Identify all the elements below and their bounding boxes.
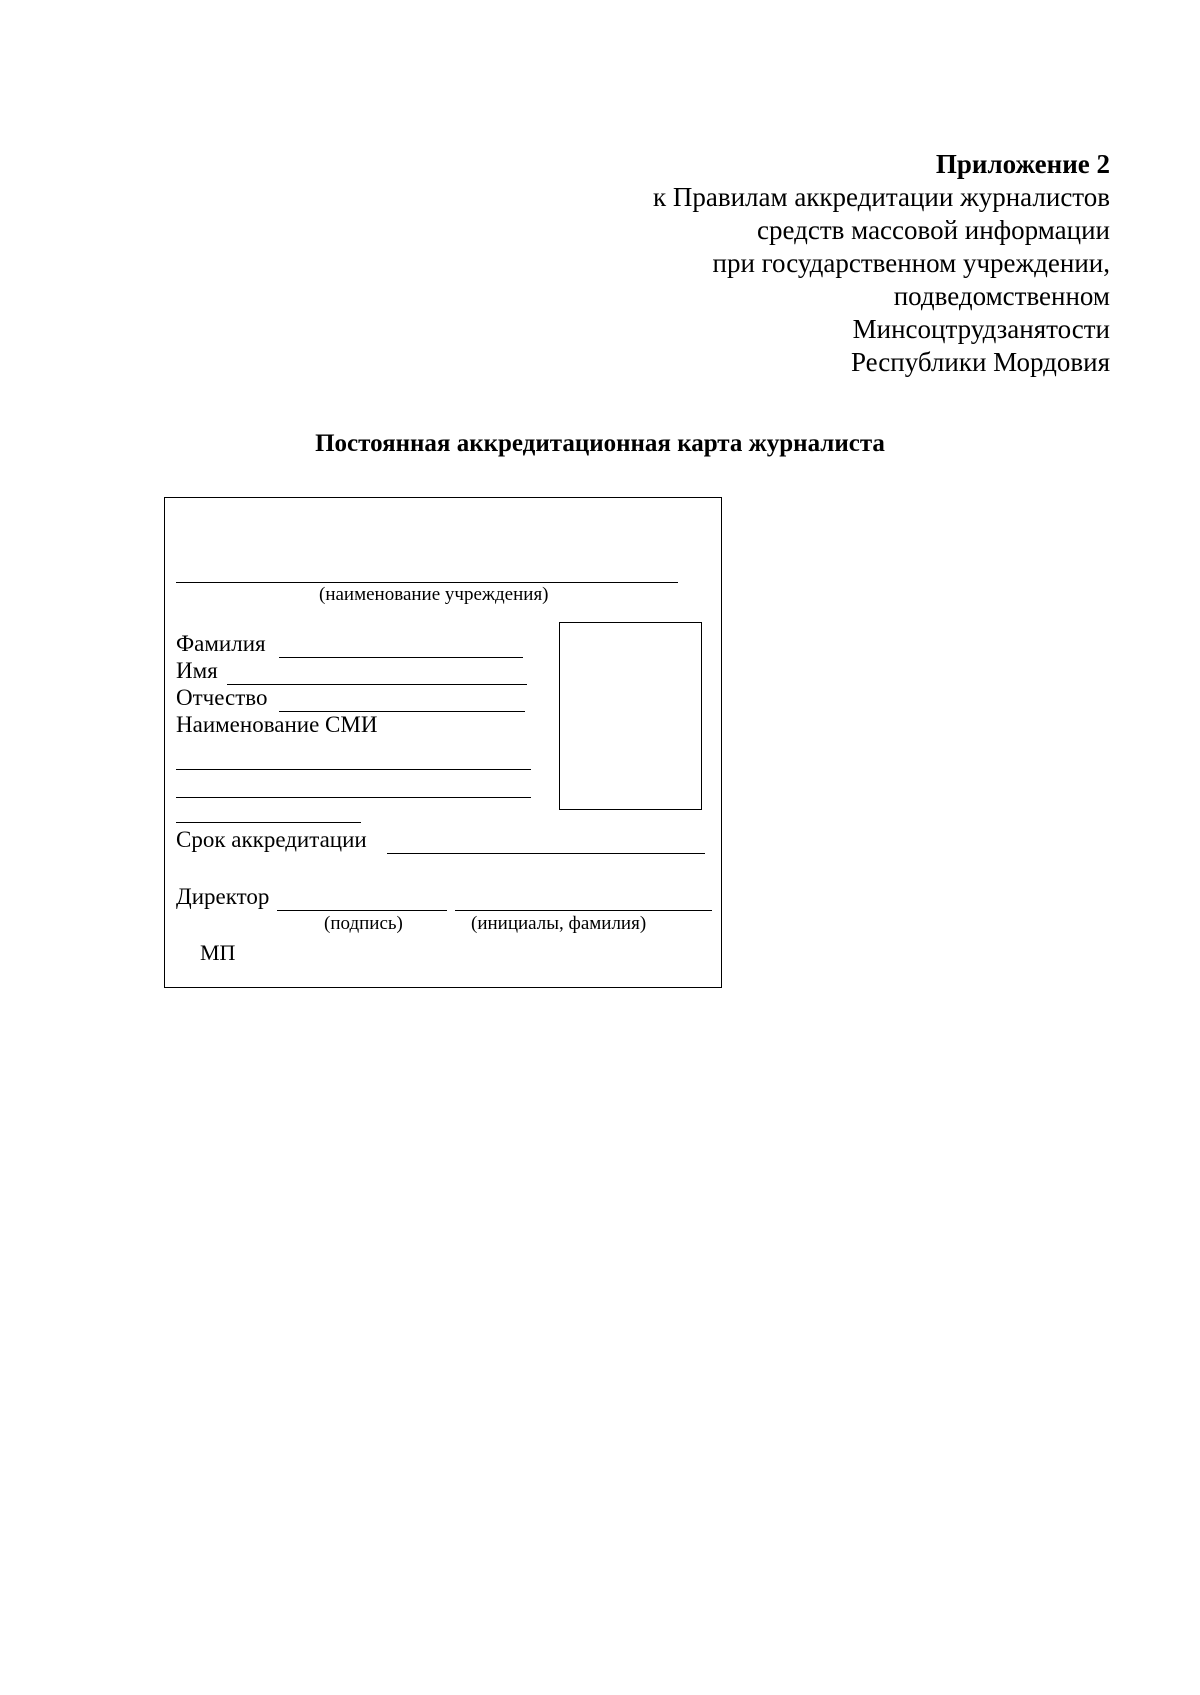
appendix-line-6: Республики Мордовия — [850, 347, 1110, 377]
appendix-title: Приложение 2 — [935, 149, 1110, 179]
accreditation-period-label: Срок аккредитации — [176, 827, 367, 852]
appendix-header — [653, 148, 1110, 379]
signature-caption: (подпись) — [324, 913, 403, 934]
stamp-label: МП — [200, 940, 236, 965]
accreditation-period-line — [387, 853, 705, 854]
first-name-label: Имя — [176, 658, 218, 683]
appendix-line-5: Минсоцтрудзанятости — [852, 314, 1110, 344]
media-name-line-1 — [176, 769, 531, 770]
signature-line — [277, 910, 447, 911]
media-name-line-2 — [176, 797, 531, 798]
initials-caption: (инициалы, фамилия) — [471, 913, 647, 934]
document-title: Постоянная аккредитационная карта журналиста — [315, 430, 885, 457]
initials-line — [455, 910, 712, 911]
appendix-line-3: при государственном учреждении, — [712, 248, 1110, 278]
appendix-line-1: к Правилам аккредитации журналистов — [652, 182, 1110, 212]
accreditation-card — [164, 497, 722, 988]
media-name-line-3 — [176, 822, 361, 823]
surname-line — [279, 657, 523, 658]
institution-caption: (наименование учреждения) — [319, 584, 549, 605]
patronymic-label: Отчество — [176, 685, 268, 710]
appendix-line-2: средств массовой информации — [757, 215, 1110, 245]
director-label: Директор — [176, 884, 270, 909]
institution-name-line — [176, 582, 678, 583]
photo-placeholder — [559, 622, 702, 810]
first-name-line — [227, 684, 527, 685]
surname-label: Фамилия — [176, 631, 266, 656]
media-name-label: Наименование СМИ — [176, 712, 378, 737]
appendix-line-4: подведомственном — [893, 281, 1110, 311]
